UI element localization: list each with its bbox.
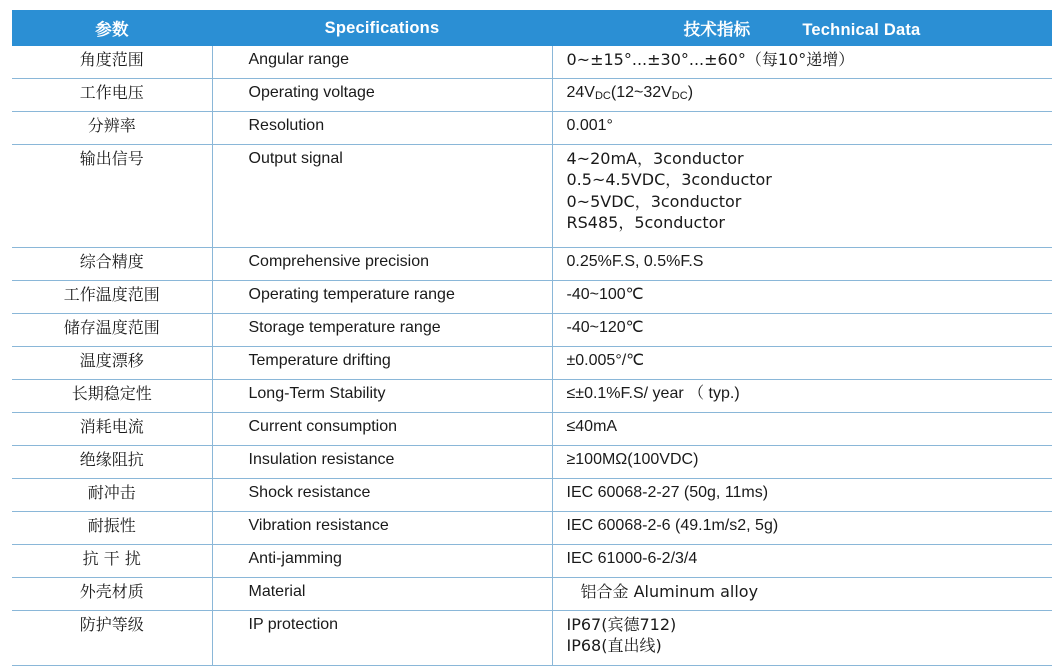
row-label-en: Insulation resistance — [212, 446, 552, 479]
header-parameter: 参数 — [12, 10, 212, 46]
row-label-en: IP protection — [212, 611, 552, 666]
row-label-cn: 长期稳定性 — [12, 380, 212, 413]
row-value: ≤40mA — [552, 413, 1052, 446]
row-value: 0.001° — [552, 112, 1052, 145]
table-row — [12, 611, 1052, 666]
row-label-cn: 绝缘阻抗 — [12, 446, 212, 479]
row-value-line: 0.5~4.5VDC，3conductor — [566, 170, 772, 190]
row-label-cn: 角度范围 — [12, 46, 212, 79]
row-value — [552, 611, 1052, 666]
row-label-en: Storage temperature range — [212, 314, 552, 347]
row-label-en: Comprehensive precision — [212, 248, 552, 281]
table-body — [12, 46, 1052, 666]
voltage-sub-dc: DC — [594, 90, 611, 102]
voltage-suffix: ) — [687, 84, 694, 101]
row-value: ≤±0.1%F.S/ year （ typ.) — [552, 380, 1052, 413]
row-value: IEC 60068-2-6 (49.1m/s2, 5g) — [552, 512, 1052, 545]
row-label-cn: 综合精度 — [12, 248, 212, 281]
row-label-en: Vibration resistance — [212, 512, 552, 545]
voltage-prefix: 24V — [566, 84, 595, 101]
row-value-line: 0~5VDC，3conductor — [566, 191, 742, 211]
header-technical-data-en: Technical Data — [802, 21, 921, 39]
row-value: -40~100℃ — [552, 281, 1052, 314]
row-value-line: IP68(直出线) — [566, 636, 662, 656]
table-row — [12, 512, 1052, 545]
row-label-cn: 输出信号 — [12, 145, 212, 248]
row-value — [552, 145, 1052, 248]
row-label-en: Operating voltage — [212, 79, 552, 112]
table-row — [12, 248, 1052, 281]
row-label-en: Resolution — [212, 112, 552, 145]
row-value-line: 4~20mA，3conductor — [566, 149, 744, 168]
row-value: IEC 60068-2-27 (50g, 11ms) — [552, 479, 1052, 512]
row-value: IEC 61000-6-2/3/4 — [552, 545, 1052, 578]
row-value: 铝合金 Aluminum alloy — [552, 578, 1052, 611]
row-value-line: RS485，5conductor — [566, 212, 725, 232]
table-row — [12, 145, 1052, 248]
table-header — [12, 10, 1052, 46]
row-label-en: Angular range — [212, 46, 552, 79]
table-row — [12, 479, 1052, 512]
row-value: ≥100MΩ(100VDC) — [552, 446, 1052, 479]
row-value — [552, 79, 1052, 112]
row-label-cn: 温度漂移 — [12, 347, 212, 380]
table-row — [12, 112, 1052, 145]
table-row — [12, 347, 1052, 380]
row-label-en: Temperature drifting — [212, 347, 552, 380]
table-header-row — [12, 10, 1052, 46]
row-label-en: Long-Term Stability — [212, 380, 552, 413]
row-label-cn: 工作温度范围 — [12, 281, 212, 314]
row-label-cn: 储存温度范围 — [12, 314, 212, 347]
row-label-cn: 耐振性 — [12, 512, 212, 545]
table-row — [12, 79, 1052, 112]
row-label-en: Shock resistance — [212, 479, 552, 512]
header-specifications: Specifications — [212, 10, 552, 46]
table-row — [12, 578, 1052, 611]
row-label-en: Material — [212, 578, 552, 611]
row-label-en: Anti-jamming — [212, 545, 552, 578]
row-label-cn: 工作电压 — [12, 79, 212, 112]
header-technical-data — [552, 10, 1052, 46]
table-row — [12, 380, 1052, 413]
voltage-sub-dc-2: DC — [671, 90, 688, 102]
row-value: -40~120℃ — [552, 314, 1052, 347]
row-label-en: Operating temperature range — [212, 281, 552, 314]
row-value-line: IP67(宾德712) — [566, 615, 677, 634]
row-label-cn: 分辨率 — [12, 112, 212, 145]
row-label-cn: 耐冲击 — [12, 479, 212, 512]
voltage-mid: (12~32V — [610, 84, 672, 101]
table-row — [12, 413, 1052, 446]
row-label-cn: 抗 干 扰 — [12, 545, 212, 578]
row-label-en: Current consumption — [212, 413, 552, 446]
row-value: 0.25%F.S, 0.5%F.S — [552, 248, 1052, 281]
row-value: ±0.005°/℃ — [552, 347, 1052, 380]
row-label-en: Output signal — [212, 145, 552, 248]
table-row — [12, 446, 1052, 479]
table-row — [12, 281, 1052, 314]
header-technical-data-cn: 技术指标 — [683, 20, 751, 39]
row-value: 0~±15°...±30°...±60°（每10°递增） — [552, 46, 1052, 79]
row-label-cn: 消耗电流 — [12, 413, 212, 446]
row-label-cn: 防护等级 — [12, 611, 212, 666]
specifications-table — [12, 10, 1052, 666]
row-label-cn: 外壳材质 — [12, 578, 212, 611]
table-row — [12, 314, 1052, 347]
table-row — [12, 46, 1052, 79]
table-row — [12, 545, 1052, 578]
